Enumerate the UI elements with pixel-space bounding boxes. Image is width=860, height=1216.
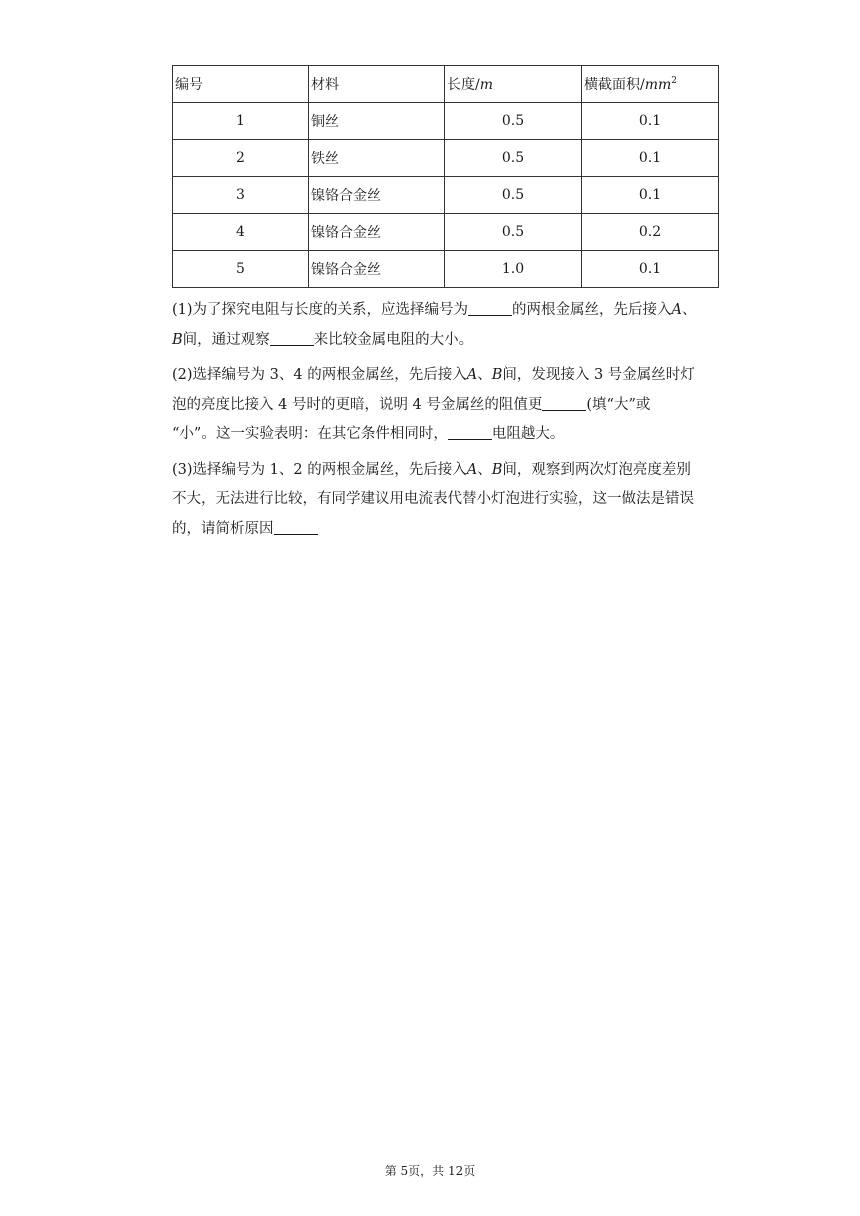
header-area-label: 横截面积/ — [584, 77, 645, 93]
q3-text: (3)选择编号为 1、2 的两根金属丝，先后接入 — [172, 461, 467, 478]
cell-area: 0.1 — [582, 251, 719, 288]
header-id: 编号 — [173, 66, 309, 103]
q3-separator: 、 — [477, 461, 492, 478]
question-1-line-2 — [172, 326, 722, 356]
q2-text: (填“大”或 — [586, 396, 651, 413]
q3-text: 不大，无法进行比较，有同学建议用电流表代替小灯泡进行实验，这一做法是错误 — [172, 491, 694, 507]
wire-table — [172, 65, 719, 288]
header-length-label: 长度/ — [447, 77, 480, 93]
cell-length: 0.5 — [445, 214, 582, 251]
cell-length: 1.0 — [445, 251, 582, 288]
question-1-line-1 — [172, 296, 722, 326]
point-b-label: B — [491, 461, 503, 478]
cell-length: 0.5 — [445, 103, 582, 140]
cell-length: 0.5 — [445, 140, 582, 177]
cell-length: 0.5 — [445, 177, 582, 214]
q2-text: 电阻越大。 — [491, 426, 565, 442]
point-a-label: A — [466, 367, 478, 383]
header-length-unit: m — [479, 77, 493, 93]
cell-material: 铜丝 — [309, 103, 445, 140]
table-row — [173, 140, 719, 177]
cell-area: 0.1 — [582, 177, 719, 214]
point-a-label: A — [466, 461, 478, 478]
answer-blank[interactable] — [270, 329, 314, 346]
question-3-line-2 — [172, 485, 722, 515]
cell-area: 0.1 — [582, 140, 719, 177]
cell-material: 镍铬合金丝 — [309, 177, 445, 214]
q1-text: 的两根金属丝，先后接入 — [512, 302, 672, 318]
cell-id: 4 — [173, 214, 309, 251]
q3-text: 的，请简析原因 — [172, 520, 274, 537]
cell-area: 0.1 — [582, 103, 719, 140]
q2-separator: 、 — [477, 367, 492, 383]
q1-text: 来比较金属电阻的大小。 — [313, 331, 474, 348]
point-a-label: A — [671, 302, 683, 318]
header-material: 材料 — [309, 66, 445, 103]
table-header-row — [173, 66, 719, 103]
cell-area: 0.2 — [582, 214, 719, 251]
cell-material: 镍铬合金丝 — [309, 251, 445, 288]
question-3-line-3 — [172, 515, 722, 545]
question-2-line-2 — [172, 391, 722, 421]
table-row — [173, 214, 719, 251]
header-area-unit: mm — [644, 77, 672, 93]
q3-text: 间，观察到两次灯泡亮度差别 — [502, 461, 691, 478]
cell-id: 1 — [173, 103, 309, 140]
header-length — [445, 66, 582, 103]
q1-text: 间，通过观察 — [182, 331, 270, 348]
header-area-exponent: 2 — [671, 76, 678, 86]
question-3-line-1 — [172, 456, 722, 486]
q2-text: 间，发现接入 3 号金属丝时灯 — [502, 367, 695, 383]
q1-separator: 、 — [682, 302, 697, 318]
q2-text: “小”。这一实验表明：在其它条件相同时， — [172, 426, 448, 442]
cell-id: 2 — [173, 140, 309, 177]
point-b-label: B — [172, 331, 183, 348]
q2-text: (2)选择编号为 3、4 的两根金属丝，先后接入 — [172, 367, 467, 383]
table-row — [173, 103, 719, 140]
answer-blank[interactable] — [542, 394, 586, 411]
question-2-line-1 — [172, 361, 722, 391]
table-row — [173, 177, 719, 214]
page-footer: 第 5页，共 12页 — [384, 1164, 476, 1178]
q2-text: 泡的亮度比接入 4 号时的更暗，说明 4 号金属丝的阻值更 — [172, 396, 543, 413]
cell-id: 5 — [173, 251, 309, 288]
answer-blank[interactable] — [274, 518, 318, 535]
point-b-label: B — [491, 367, 503, 383]
table-row — [173, 251, 719, 288]
question-block — [172, 296, 722, 544]
cell-id: 3 — [173, 177, 309, 214]
q1-text: (1)为了探究电阻与长度的关系，应选择编号为 — [172, 302, 469, 318]
question-2-line-3 — [172, 420, 722, 450]
answer-blank[interactable] — [448, 423, 492, 440]
answer-blank[interactable] — [468, 299, 512, 316]
header-area — [582, 66, 719, 103]
cell-material: 镍铬合金丝 — [309, 214, 445, 251]
cell-material: 铁丝 — [309, 140, 445, 177]
